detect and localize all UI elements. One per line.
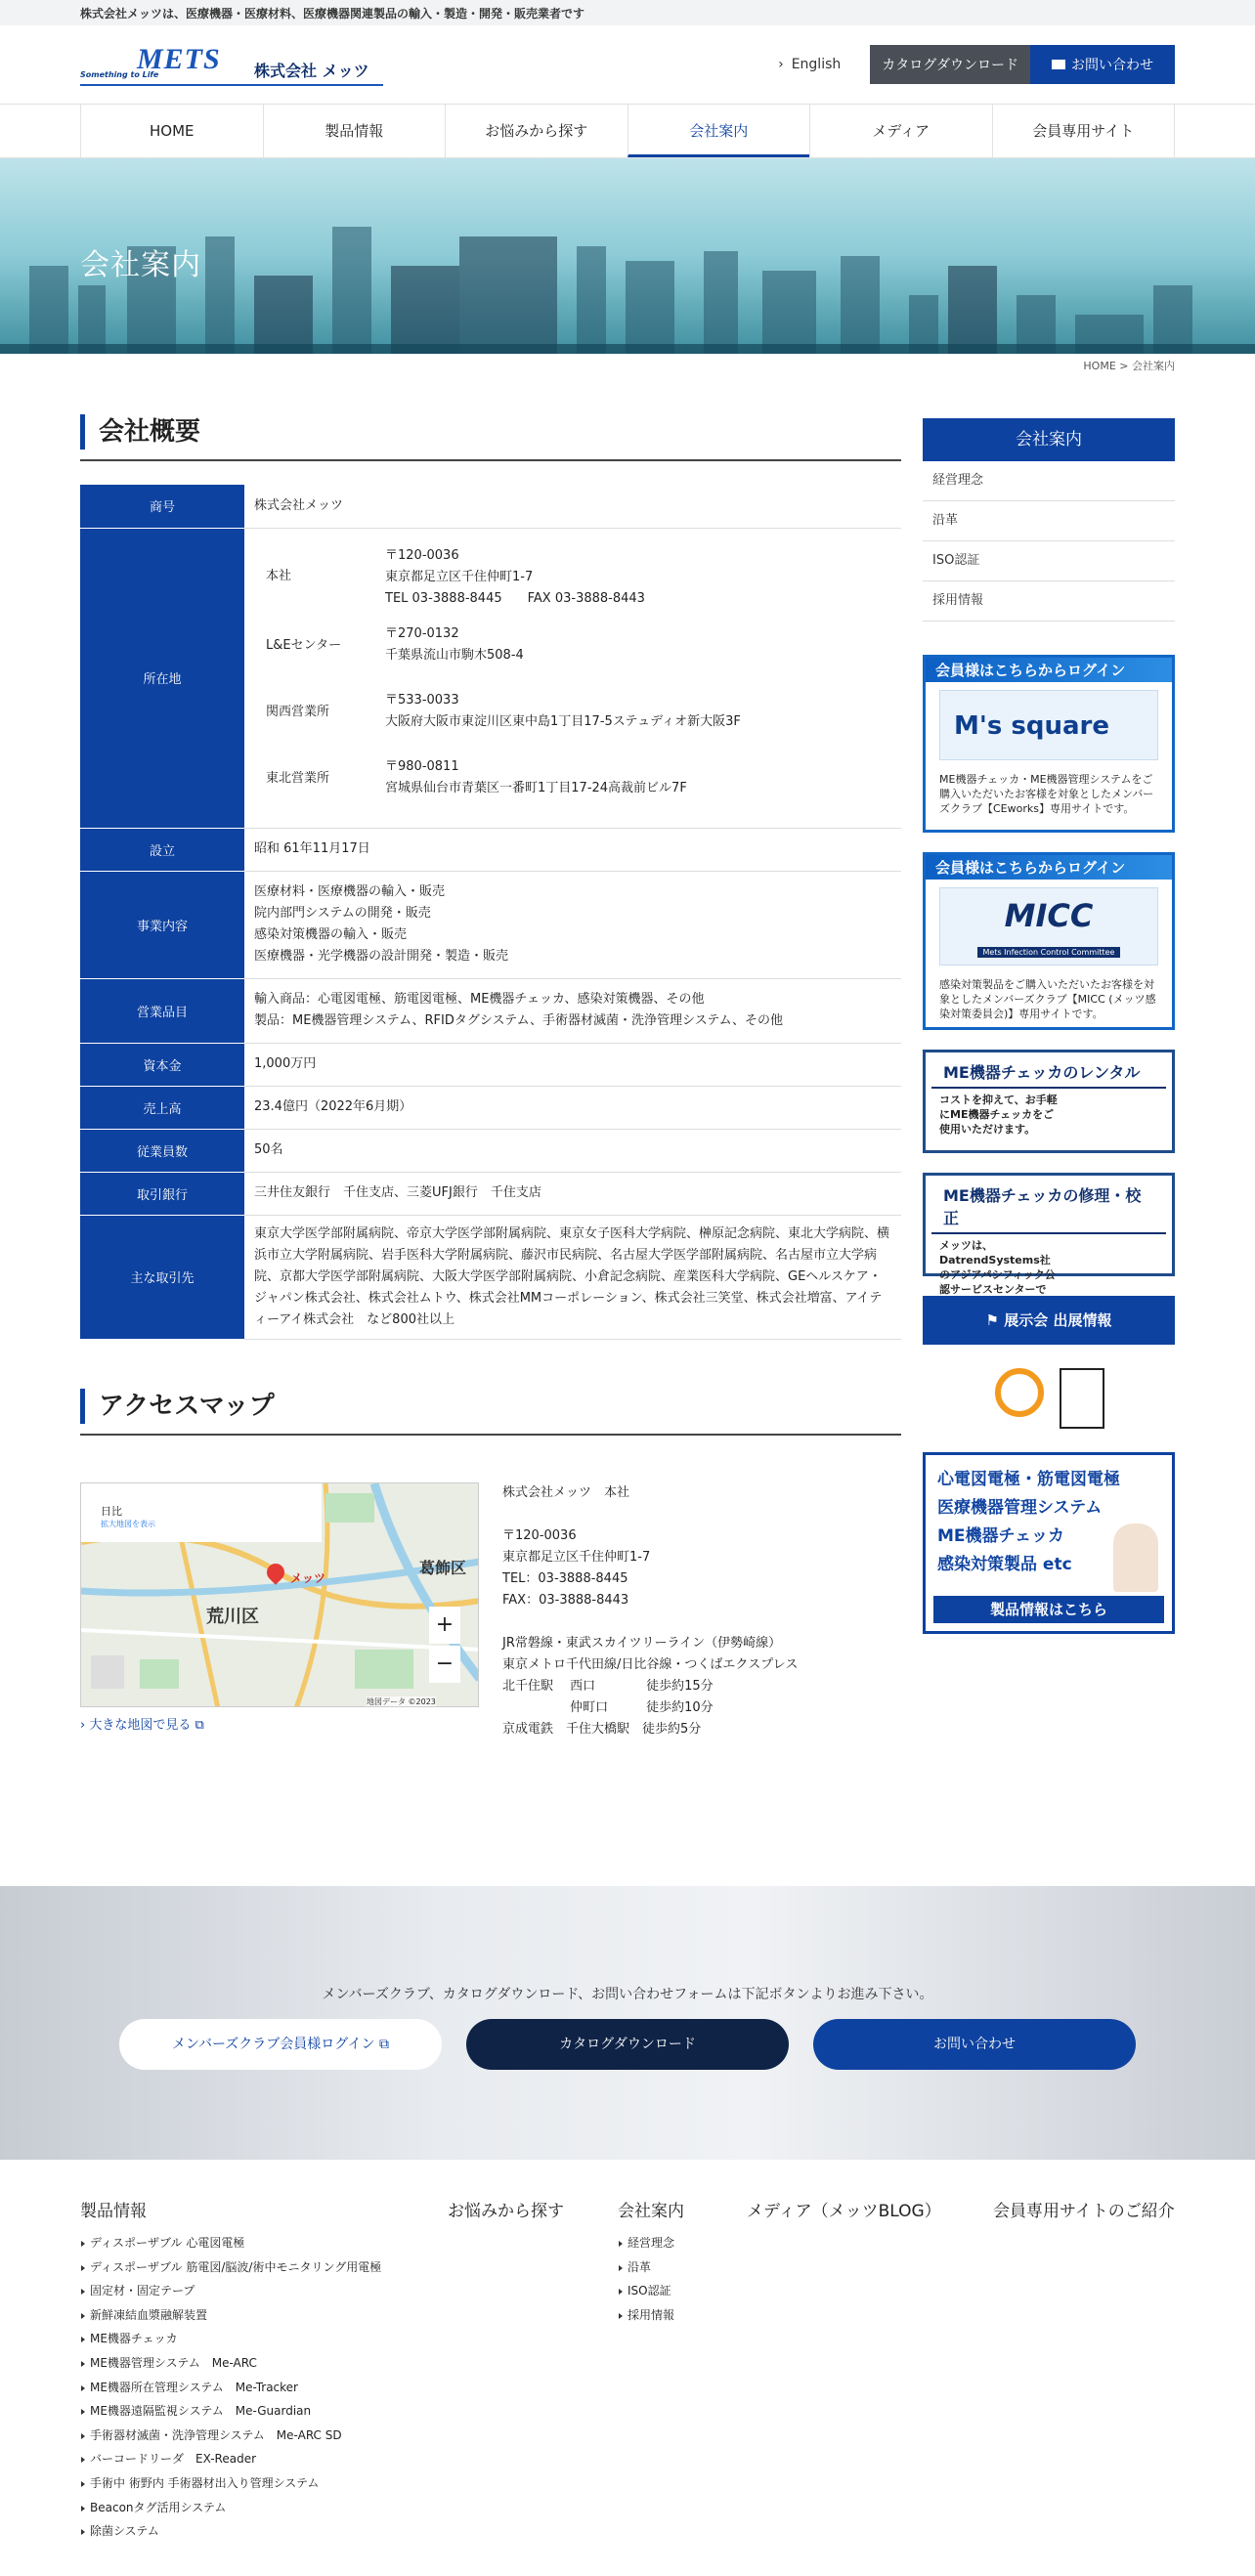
product-line: 心電図電極・筋電図電極 <box>937 1470 1120 1489</box>
ms-square-logo: M's square <box>939 690 1158 760</box>
micc-logo-text: MICC <box>1004 897 1094 934</box>
google-map[interactable] <box>80 1482 479 1707</box>
table-row <box>80 528 901 828</box>
table-row <box>80 978 901 1043</box>
footer-link[interactable]: 固定材・固定テープ <box>80 2279 381 2303</box>
product-info-banner[interactable] <box>923 1452 1175 1634</box>
map-place-title: 日比 <box>101 1505 122 1518</box>
footer-link[interactable]: ME機器管理システム Me-ARC <box>80 2351 381 2376</box>
access-station: 仲町口 徒歩約10分 <box>502 1700 714 1715</box>
footer-link[interactable]: 手術中 術野内 手術器材出入り管理システム <box>80 2471 381 2496</box>
location-tel: TEL 03-3888-8445 FAX 03-3888-8443 <box>385 590 645 606</box>
iso-certification-icon <box>995 1368 1044 1417</box>
banner-head: 会員様はこちらからログイン <box>926 658 1172 682</box>
banner-head: ME機器チェッカのレンタル <box>931 1052 1166 1089</box>
nurse-illustration <box>1113 1524 1158 1592</box>
pegman-icon[interactable] <box>91 1655 124 1689</box>
access-tel: TEL：03-3888-8445 <box>502 1571 628 1586</box>
banner-note: コストを抑えて、お手軽にME機器チェッカをご使用いただけます。 <box>939 1094 1058 1136</box>
table-row <box>80 1172 901 1215</box>
row-label: 従業員数 <box>80 1129 244 1172</box>
sidebar-item-recruit[interactable]: 採用情報 <box>923 581 1175 622</box>
product-line: ME機器チェッカ <box>937 1526 1065 1546</box>
cta-catalog-button[interactable]: カタログダウンロード <box>466 2019 789 2070</box>
locations-table <box>254 543 743 813</box>
ukas-icon <box>1060 1368 1104 1429</box>
member-login-label: メンバーズクラブ会員様ログイン <box>171 2037 375 2052</box>
micc-logo-sub: Mets Infection Control Committee <box>977 947 1121 958</box>
overview-title: 会社概要 <box>80 414 901 450</box>
nav-company[interactable]: 会社案内 <box>628 105 810 157</box>
footer-heading[interactable]: メディア（メッツBLOG） <box>747 2202 941 2221</box>
row-label: 資本金 <box>80 1043 244 1086</box>
access-title: アクセスマップ <box>80 1389 901 1424</box>
row-value: 三井住友銀行 千住支店、三菱UFJ銀行 千住支店 <box>244 1172 901 1215</box>
location-name: 本社 <box>266 568 292 583</box>
flag-icon: ⚑ <box>985 1311 999 1329</box>
footer-col-products <box>80 2197 381 2544</box>
footer-link[interactable]: 除菌システム <box>80 2519 381 2544</box>
sidebar-title: 会社案内 <box>923 418 1175 461</box>
nav-media[interactable]: メディア <box>809 105 992 157</box>
product-line: 感染対策製品 etc <box>937 1555 1072 1574</box>
global-nav <box>0 104 1255 158</box>
sidebar-item-history[interactable]: 沿革 <box>923 501 1175 541</box>
nav-products[interactable]: 製品情報 <box>263 105 446 157</box>
footer-link[interactable]: ME機器チェッカ <box>80 2327 381 2351</box>
access-station: 京成電鉄 千住大橋駅 徒歩約5分 <box>502 1722 702 1737</box>
exhibition-button[interactable] <box>923 1296 1175 1345</box>
logo-mark: METS <box>137 43 221 75</box>
table-row <box>80 485 901 528</box>
row-label: 主な取引先 <box>80 1215 244 1339</box>
hero-banner <box>0 158 1255 354</box>
footer-heading[interactable]: お悩みから探す <box>448 2202 564 2221</box>
nav-home[interactable]: HOME <box>80 105 263 157</box>
row-value: 株式会社メッツ <box>244 485 901 528</box>
footer-heading[interactable]: 会社案内 <box>618 2202 684 2221</box>
member-login-button[interactable] <box>119 2019 442 2070</box>
footer-col-members <box>993 2197 1175 2231</box>
business-line: 医療機器・光学機器の設計開発・製造・販売 <box>254 949 509 964</box>
banner-head: ME機器チェッカの修理・校正 <box>931 1176 1166 1234</box>
business-line: 院内部門システムの開発・販売 <box>254 906 431 921</box>
micc-login-banner[interactable] <box>923 852 1175 1030</box>
english-link[interactable]: › English <box>778 57 841 72</box>
location-name: L&Eセンター <box>266 637 342 653</box>
location-addr: 東京都足立区千住仲町1-7 <box>385 569 534 584</box>
access-info <box>502 1482 798 1740</box>
row-value: 23.4億円（2022年6月期） <box>244 1086 901 1129</box>
zoom-out-button[interactable]: − <box>429 1646 460 1683</box>
sidebar-item-philosophy[interactable]: 経営理念 <box>923 461 1175 501</box>
banner-head: 会員様はこちらからログイン <box>926 855 1172 880</box>
micc-logo <box>939 887 1158 966</box>
logo-tagline: Something to Life <box>80 70 159 79</box>
map-enlarge-link[interactable]: 拡大地図を表示 <box>101 1520 155 1528</box>
footer-link[interactable]: ME機器所在管理システム Me-Tracker <box>80 2376 381 2400</box>
items-line: 製品：ME機器管理システム、RFIDタグシステム、手術器材滅菌・洗浄管理システム、その他 <box>254 1013 784 1028</box>
access-station: 北千住駅 西口 徒歩約15分 <box>502 1679 714 1694</box>
row-label: 設立 <box>80 828 244 871</box>
map-city-label: 荒川区 <box>206 1607 259 1627</box>
site-header <box>0 25 1255 104</box>
footer-link[interactable]: 新鮮凍結血漿融解装置 <box>80 2303 381 2328</box>
clients-value: 東京大学医学部附属病院、帝京大学医学部附属病院、東京女子医科大学病院、榊原記念病院、東北大学病院、横浜市立大学附属病院、岩手医科大学附属病院、藤沢市民病院、名古屋大学医学部附属病院、名古屋市立大学病院、京都大学医学部附属病院、大阪大学医学部附属病院、小倉記念病院、産業医科大学病院、GEヘルスケア・ジャパン株式会社、株式会社ムトウ、株式会社MMコーポレーション、株式会社三笑堂、株式会社増富、アイティーアイ株式会社 など800社以上 <box>244 1215 901 1339</box>
company-logo[interactable] <box>80 43 383 92</box>
footer-link[interactable]: ME機器遠隔監視システム Me-Guardian <box>80 2399 381 2424</box>
access-company: 株式会社メッツ 本社 <box>502 1485 630 1500</box>
location-zip: 〒270-0132 <box>385 625 459 641</box>
external-link-icon: ⧉ <box>195 1718 204 1733</box>
business-line: 医療材料・医療機器の輸入・販売 <box>254 884 446 899</box>
footer-link[interactable]: 沿革 <box>618 2255 684 2280</box>
external-link-icon: ⧉ <box>379 2037 390 2052</box>
big-map-link[interactable]: › 大きな地図で見る ⧉ <box>80 1718 204 1733</box>
footer-link[interactable]: バーコードリーダ EX-Reader <box>80 2447 381 2471</box>
product-line: 医療機器管理システム <box>937 1498 1103 1518</box>
nav-members[interactable]: 会員専用サイト <box>992 105 1176 157</box>
company-info-table <box>80 485 901 1340</box>
footer-col-company <box>618 2197 684 2327</box>
banner-note: メッツは、DatrendSystems社のアジアパシフィック公認サービスセンターで <box>939 1239 1056 1296</box>
table-row <box>80 1215 901 1339</box>
banner-note: 感染対策製品をご購入いただいたお客様を対象としたメンバーズクラブ【MICC (メッツ感染対策委員会)】専用サイトです。 <box>939 978 1156 1020</box>
footer-link[interactable]: 採用情報 <box>618 2303 684 2328</box>
catalog-download-button[interactable]: カタログダウンロード <box>870 45 1030 84</box>
footer-link[interactable]: ISO認証 <box>618 2279 684 2303</box>
location-zip: 〒120-0036 <box>385 547 459 563</box>
sidebar-item-iso[interactable]: ISO認証 <box>923 541 1175 581</box>
logo-underline <box>80 84 383 86</box>
sidebar <box>923 418 1175 622</box>
location-addr: 宮城県仙台市青葉区一番町1丁目17-24高裁前ビル7F <box>385 780 687 795</box>
banner-note: ME機器チェッカ・ME機器管理システムをご購入いただいたお客様を対象としたメンバーズクラブ【CEworks】専用サイトです。 <box>939 773 1154 815</box>
big-map-label: 大きな地図で見る <box>89 1718 192 1733</box>
section-divider <box>80 1434 901 1436</box>
cta-contact-button[interactable]: お問い合わせ <box>813 2019 1136 2070</box>
row-value: 50名 <box>244 1129 901 1172</box>
footer-link[interactable]: 経営理念 <box>618 2231 684 2255</box>
row-label: 取引銀行 <box>80 1172 244 1215</box>
business-line: 感染対策機器の輸入・販売 <box>254 927 408 942</box>
ms-square-login-banner[interactable] <box>923 655 1175 833</box>
access-fax: FAX：03-3888-8443 <box>502 1593 629 1608</box>
table-row <box>80 1086 901 1129</box>
footer-link[interactable]: ディスポーザブル 心電図電極 <box>80 2231 381 2255</box>
table-row <box>80 871 901 978</box>
nav-troubles[interactable]: お悩みから探す <box>445 105 628 157</box>
access-zip: 〒120-0036 <box>502 1528 577 1543</box>
row-label: 商号 <box>80 485 244 528</box>
row-value: 1,000万円 <box>244 1043 901 1086</box>
footer-link[interactable]: 手術器材滅菌・洗浄管理システム Me-ARC SD <box>80 2424 381 2448</box>
table-row <box>80 828 901 871</box>
contact-button-label: お問い合わせ <box>1071 58 1153 73</box>
section-divider <box>80 459 901 461</box>
location-name: 東北営業所 <box>266 770 330 786</box>
row-label: 事業内容 <box>80 871 244 978</box>
mail-icon <box>1052 60 1065 69</box>
table-row <box>80 1129 901 1172</box>
footer-link[interactable]: ディスポーザブル 筋電図/脳波/術中モニタリング用電極 <box>80 2255 381 2280</box>
contact-button[interactable] <box>1030 45 1175 84</box>
rental-banner[interactable] <box>923 1050 1175 1153</box>
main-content <box>80 414 901 1459</box>
map-copyright: 地図データ ©2023 <box>367 1697 436 1706</box>
location-addr: 大阪府大阪市東淀川区東中島1丁目17-5ステュディオ新大阪3F <box>385 713 741 729</box>
footer-heading[interactable]: 製品情報 <box>80 2202 147 2221</box>
exhibition-label: 展示会 出展情報 <box>1004 1311 1112 1329</box>
location-zip: 〒980-0811 <box>385 758 459 774</box>
row-label: 所在地 <box>80 528 244 828</box>
hero-title: 会社案内 <box>80 248 201 282</box>
footer-cta <box>0 1886 1255 2160</box>
logo-company-name: 株式会社 メッツ <box>254 62 369 80</box>
footer-col-troubles <box>448 2197 564 2231</box>
product-info-button-label: 製品情報はこちら <box>933 1596 1164 1623</box>
row-label: 売上高 <box>80 1086 244 1129</box>
location-zip: 〒533-0033 <box>385 692 459 708</box>
access-line: 東京メトロ千代田線/日比谷線・つくばエクスプレス <box>502 1657 799 1672</box>
location-addr: 千葉県流山市駒木508-4 <box>385 647 524 663</box>
map-city-label: 葛飾区 <box>419 1559 467 1577</box>
map-graphic <box>81 1483 479 1707</box>
breadcrumb[interactable]: HOME > 会社案内 <box>1083 360 1175 372</box>
topbar-text: 株式会社メッツは、医療機器・医療材料、医療機器関連製品の輸入・製造・開発・販売業者です <box>0 0 1255 25</box>
access-addr: 東京都足立区千住仲町1-7 <box>502 1550 651 1565</box>
zoom-in-button[interactable]: + <box>429 1607 460 1644</box>
repair-banner[interactable] <box>923 1173 1175 1296</box>
access-line: JR常磐線・東武スカイツリーライン（伊勢崎線） <box>502 1636 782 1651</box>
row-label: 営業品目 <box>80 978 244 1043</box>
footer-link[interactable]: Beaconタグ活用システム <box>80 2496 381 2520</box>
footer-heading[interactable]: 会員専用サイトのご紹介 <box>993 2202 1175 2221</box>
table-row <box>80 1043 901 1086</box>
items-line: 輸入商品：心電図電極、筋電図電極、ME機器チェッカ、感染対策機器、その他 <box>254 992 705 1007</box>
row-value: 昭和 61年11月17日 <box>244 828 901 871</box>
map-pin-label: メッツ <box>290 1571 326 1585</box>
footer-col-media <box>747 2197 941 2231</box>
location-name: 関西営業所 <box>266 704 330 719</box>
cta-text: メンバーズクラブ、カタログダウンロード、お問い合わせフォームは下記ボタンよりお進み下さい。 <box>322 1987 933 2002</box>
